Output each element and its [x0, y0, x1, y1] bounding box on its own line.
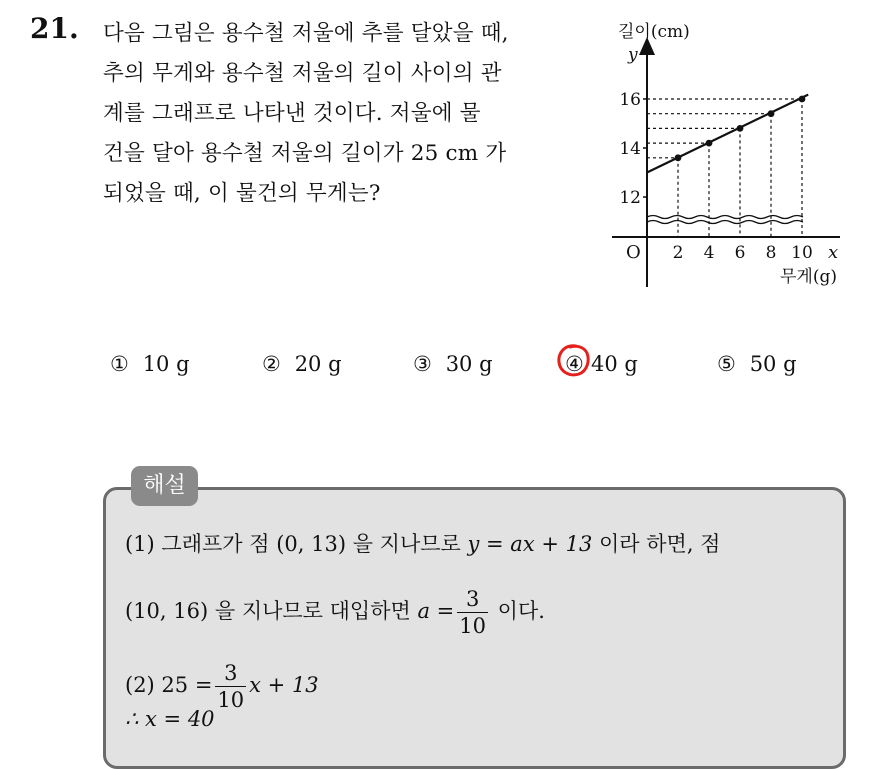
question-line-1: 다음 그림은 용수철 저울에 추를 달았을 때,	[103, 21, 509, 46]
solution-line-2-text-a: (10, 16) 을 지나므로 대입하면	[125, 599, 418, 623]
fraction-numerator: 3	[457, 586, 488, 613]
axis-break-upper	[647, 216, 803, 219]
solution-line-2-equation: a =	[417, 599, 455, 623]
solution-line-3	[125, 660, 319, 713]
choice-2-mark: ②	[262, 352, 281, 376]
choice-1-text: 10 g	[142, 352, 190, 376]
solution-line-3-text-b: x + 13	[249, 673, 319, 697]
question-line-5: 되었을 때, 이 물건의 무게는?	[103, 181, 381, 206]
choice-3[interactable]	[413, 352, 493, 376]
data-point	[737, 125, 744, 132]
answer-circle-mark	[556, 343, 592, 379]
solution-line-3-fraction	[215, 660, 246, 713]
question-line-4: 건을 달아 용수철 저울의 길이가 25 cm 가	[103, 141, 507, 166]
fraction-numerator: 3	[215, 660, 246, 687]
solution-line-1-text-a: (1) 그래프가 점 (0, 13) 을 지나므로	[125, 532, 468, 556]
choice-1[interactable]	[110, 352, 190, 376]
choice-2-text: 20 g	[294, 352, 342, 376]
x-axis-title: 무게(g)	[780, 267, 837, 287]
data-point	[799, 96, 806, 103]
x-tick-label: 6	[734, 243, 746, 263]
choice-1-mark: ①	[110, 352, 129, 376]
y-tick-label: 14	[619, 139, 641, 159]
x-tick-label: 4	[703, 243, 715, 263]
solution-label: 해설	[131, 466, 198, 506]
question-number: 21.	[30, 12, 79, 45]
choice-3-text: 30 g	[445, 352, 493, 376]
fraction-denominator: 10	[217, 688, 245, 712]
choice-3-mark: ③	[413, 352, 432, 376]
x-axis-variable: x	[828, 242, 839, 263]
choice-5-text: 50 g	[749, 352, 797, 376]
choice-5[interactable]	[717, 352, 797, 376]
solution-line-1	[125, 528, 720, 558]
axis-break-lower	[647, 221, 803, 224]
choice-4-mark: ④	[565, 352, 584, 376]
question-line-3: 계를 그래프로 나타낸 것이다. 저울에 물	[103, 101, 481, 126]
solution-line-1-text-b: 이라 하면, 점	[592, 532, 721, 556]
choice-4-text: 40 g	[591, 352, 638, 376]
choice-2[interactable]	[262, 352, 342, 376]
data-line	[647, 95, 808, 173]
solution-line-4: ∴ x = 40	[125, 707, 215, 731]
y-tick-label: 12	[619, 188, 641, 208]
solution-line-1-equation: y = ax + 13	[467, 532, 593, 556]
data-point	[675, 154, 682, 161]
y-axis-variable: y	[628, 45, 638, 65]
spring-length-graph	[600, 15, 860, 290]
x-tick-label: 10	[791, 243, 813, 263]
fraction-denominator: 10	[459, 614, 486, 638]
data-point	[768, 110, 775, 117]
solution-line-2-text-b: 이다.	[491, 599, 545, 623]
data-point	[706, 140, 713, 147]
y-axis-title: 길이(cm)	[618, 22, 690, 42]
solution-line-3-text-a: (2) 25 =	[125, 673, 213, 697]
question-line-2: 추의 무게와 용수철 저울의 길이 사이의 관	[103, 61, 502, 86]
y-tick-label: 16	[619, 90, 641, 110]
origin-label: O	[626, 242, 641, 263]
x-tick-label: 8	[765, 243, 777, 263]
x-tick-label: 2	[672, 243, 684, 263]
solution-line-2-fraction	[457, 586, 488, 639]
choice-5-mark: ⑤	[717, 352, 736, 376]
solution-line-2	[125, 586, 545, 639]
